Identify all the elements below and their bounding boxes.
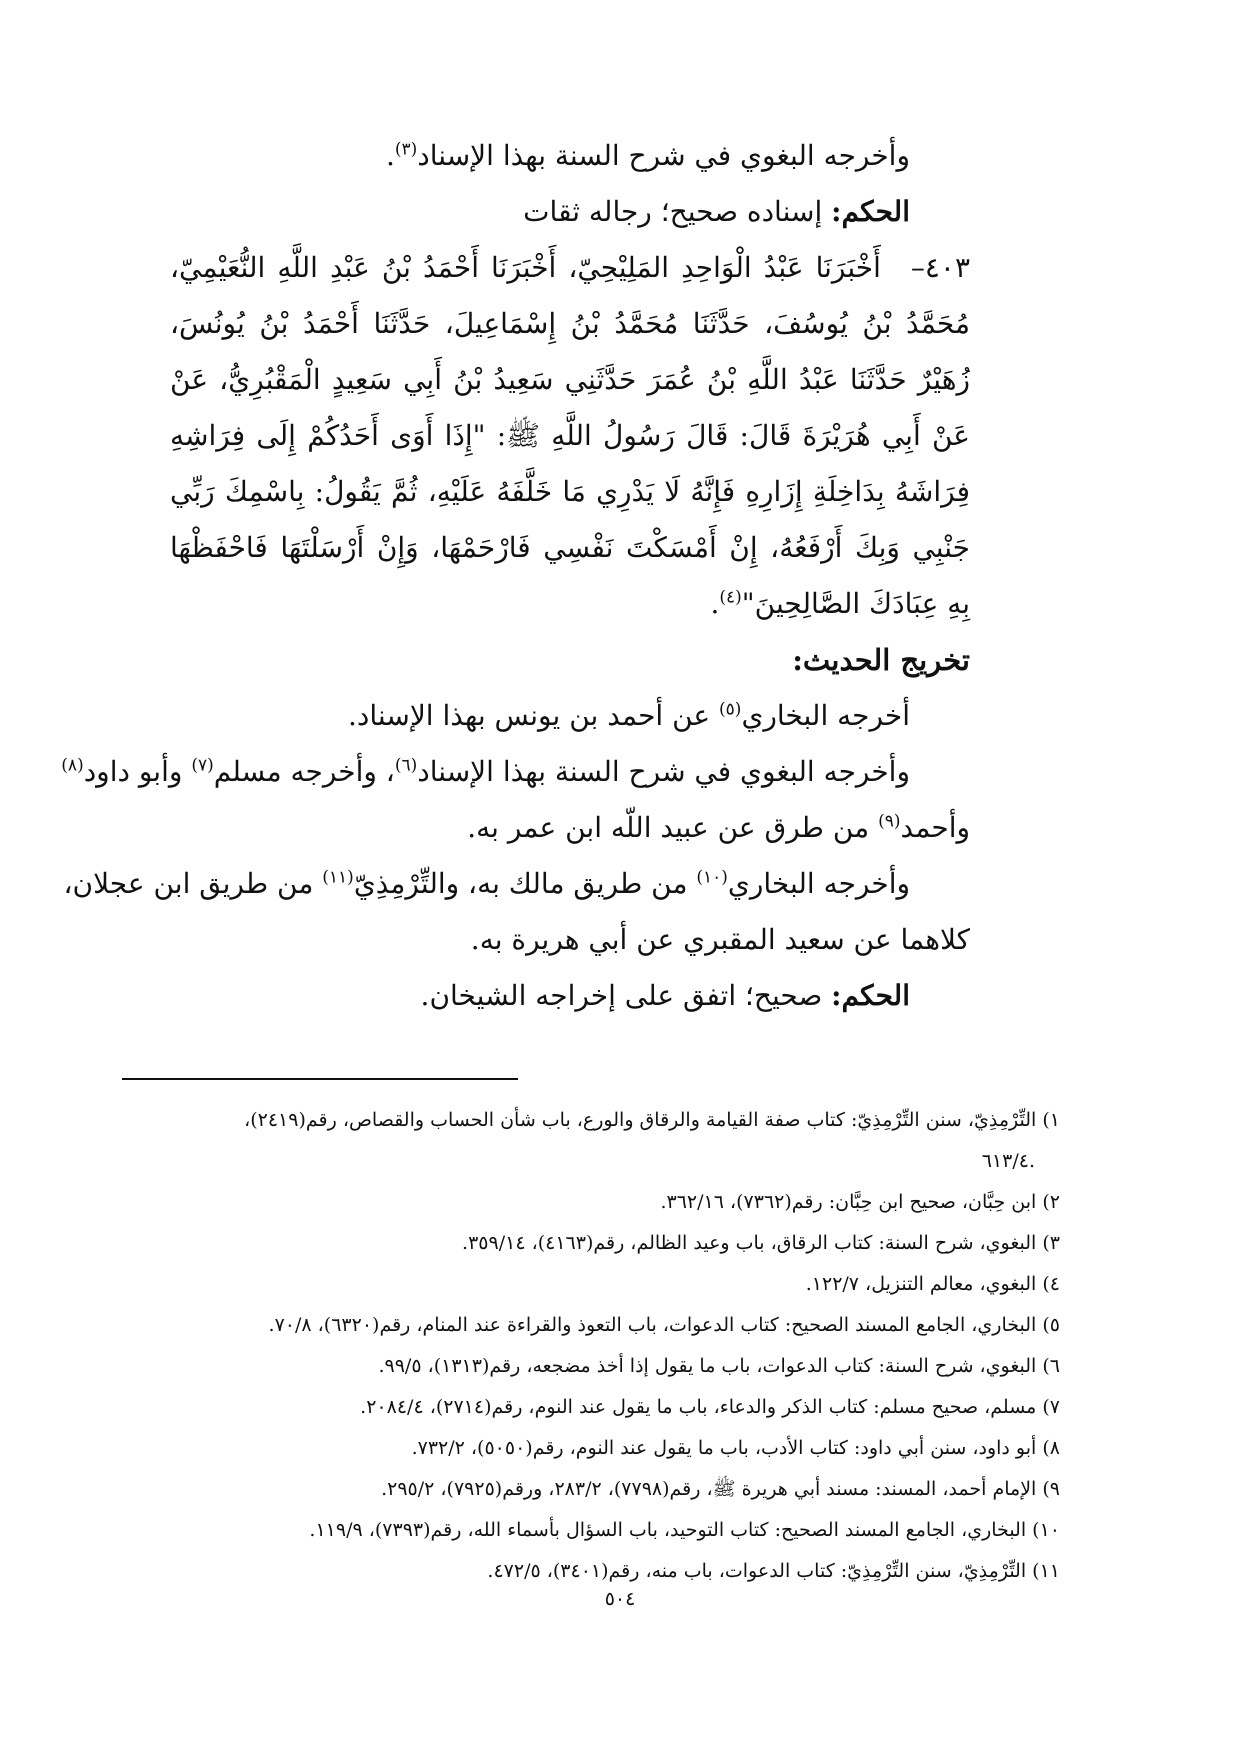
hadith-line: زُهَيْرٌ حَدَّثَنَا عَبْدُ اللَّهِ بْنُ عُمَرَ حَدَّثَنِي سَعِيدُ بْنُ أَبِي سَعِيدٍ الْمَقْبُرِيُّ، عَنْ [170,363,970,396]
footnote-item: ١١) التِّرْمِذِيّ، سنن التِّرْمِذِيّ: كتاب الدعوات، باب منه، رقم(٣٤٠١)، ٤٧٢/٥. [487,1560,1060,1582]
main-text [61,128,970,1024]
text-line: أخرجه البخاري$^{(٥)}$ عن أحمد بن يونس بهذا الإسناد. [348,699,910,732]
ruling-line: الحكم: إسناده صحيح؛ رجاله ثقات [523,195,910,228]
hadith-line: ٤٠٣–أَخْبَرَنَا عَبْدُ الْوَاحِدِ المَلِيْحِيّ، أَخْبَرَنَا أَحْمَدُ بْنُ عَبْدِ اللَّهِ النُّعَيْمِيّ، [170,240,970,296]
footnote-ref[interactable]: (٨) [61,755,84,776]
footnote-ref[interactable]: (٧) [191,755,214,776]
hadith-line: بِهِ عِبَادَكَ الصَّالِحِينَ"$^{(٤)}$. [710,587,970,620]
footnote-ref[interactable]: (٤) [719,587,742,608]
text-line: وأخرجه البغوي في شرح السنة بهذا الإسناد$^{(٦)}$، وأخرجه مسلم$^{(٧)}$ وأبو داود$^{(٨)}$ [61,755,910,788]
page-number: ٥٠٤ [604,1588,636,1610]
footnotes [120,1100,1060,1592]
footnote-item: ٨) أبو داود، سنن أبي داود: كتاب الأدب، باب ما يقول عند النوم، رقم(٥٠٥٠)، ٧٣٢/٢. [411,1437,1060,1459]
hadith-line: جَنْبِي وَبِكَ أَرْفَعُهُ، إِنْ أَمْسَكْتَ نَفْسِي فَارْحَمْهَا، وَإِنْ أَرْسَلْتَهَا فَاحْفَظْهَا [170,531,970,564]
footnote-item: ٤) البغوي، معالم التنزيل، ١٢٢/٧. [805,1273,1060,1295]
footnote-ref[interactable]: (٦) [394,755,418,776]
ruling-label: الحكم: [831,195,910,228]
text-line: كلاهما عن سعيد المقبري عن أبي هريرة به. [470,923,970,956]
hadith-number: ٤٠٣– [910,251,970,284]
text-line: وأخرجه البخاري$^{(١٠)}$ من طريق مالك به، والتِّرْمِذِيّ$^{(١١)}$ من طريق ابن عجلان، [63,867,910,900]
footnote-separator [122,1078,518,1080]
footnote-item: ٣) البغوي، شرح السنة: كتاب الرقاق، باب وعيد الظالم، رقم(٤١٦٣)، ٣٥٩/١٤. [462,1232,1060,1254]
footnote-item: ٩) الإمام أحمد، المسند: مسند أبي هريرة ﷺ، رقم(٧٧٩٨)، ٢٨٣/٢، ورقم(٧٩٢٥)، ٢٩٥/٢. [381,1478,1060,1500]
ruling-line: الحكم: صحيح؛ اتفق على إخراجه الشيخان. [420,979,910,1012]
footnote-item: ١٠) البخاري، الجامع المسند الصحيح: كتاب التوحيد، باب السؤال بأسماء الله، رقم(٧٣٩٣)، ١١٩/٩. [309,1519,1060,1541]
footnote-ref[interactable]: (٥) [719,699,742,720]
footnote-item: ٧) مسلم، صحيح مسلم: كتاب الذكر والدعاء، باب ما يقول عند النوم، رقم(٢٧١٤)، ٢٠٨٤/٤. [360,1396,1060,1418]
hadith-line: عَنْ أَبِي هُرَيْرَةَ قَالَ: قَالَ رَسُولُ اللَّهِ ﷺ: "إِذَا أَوَى أَحَدُكُمْ إِلَى فِرَاشِهِ [170,419,970,452]
footnote-item: ٥) البخاري، الجامع المسند الصحيح: كتاب الدعوات، باب التعوذ والقراءة عند المنام، رقم(٦٣٢٠)، ٧٠/٨. [268,1314,1060,1336]
footnote-ref[interactable]: (٣) [394,139,418,160]
section-heading: تخريج الحديث: [792,643,970,677]
footnote-item: ٦) البغوي، شرح السنة: كتاب الدعوات، باب ما يقول إذا أخذ مضجعه، رقم(١٣١٣)، ٩٩/٥. [378,1355,1060,1377]
footnote-item: .٦١٣/٤ [981,1150,1035,1172]
footnote-ref[interactable]: (٩) [878,811,901,832]
hadith-line: مُحَمَّدُ بْنُ يُوسُفَ، حَدَّثَنَا مُحَمَّدُ بْنُ إِسْمَاعِيلَ، حَدَّثَنَا أَحْمَدُ بْنُ يُونُسَ، [170,307,970,340]
text-line: وأخرجه البغوي في شرح السنة بهذا الإسناد$^{(٣)}$. [385,139,910,172]
ruling-label: الحكم: [831,979,910,1012]
footnote-ref[interactable]: (١١) [322,867,354,888]
footnote-ref[interactable]: (١٠) [696,867,728,888]
footnote-item: ٢) ابن حِبَّان، صحيح ابن حِبَّان: رقم(٧٣٦٢)، ٣٦٢/١٦. [660,1191,1060,1213]
text-line: وأحمد$^{(٩)}$ من طرق عن عبيد اللّه ابن عمر به. [467,811,970,844]
footnote-item: ١) التِّرْمِذِيّ، سنن التِّرْمِذِيّ: كتاب صفة القيامة والرقاق والورع، باب شأن الحساب والقصاص، رقم(٢٤١٩)، [244,1109,1060,1131]
hadith-line: فِرَاشَهُ بِدَاخِلَةِ إِزَارِهِ فَإِنَّهُ لَا يَدْرِي مَا خَلَّفَهُ عَلَيْهِ، ثُمَّ يَقُولُ: بِاسْمِكَ رَبِّي [170,475,970,508]
